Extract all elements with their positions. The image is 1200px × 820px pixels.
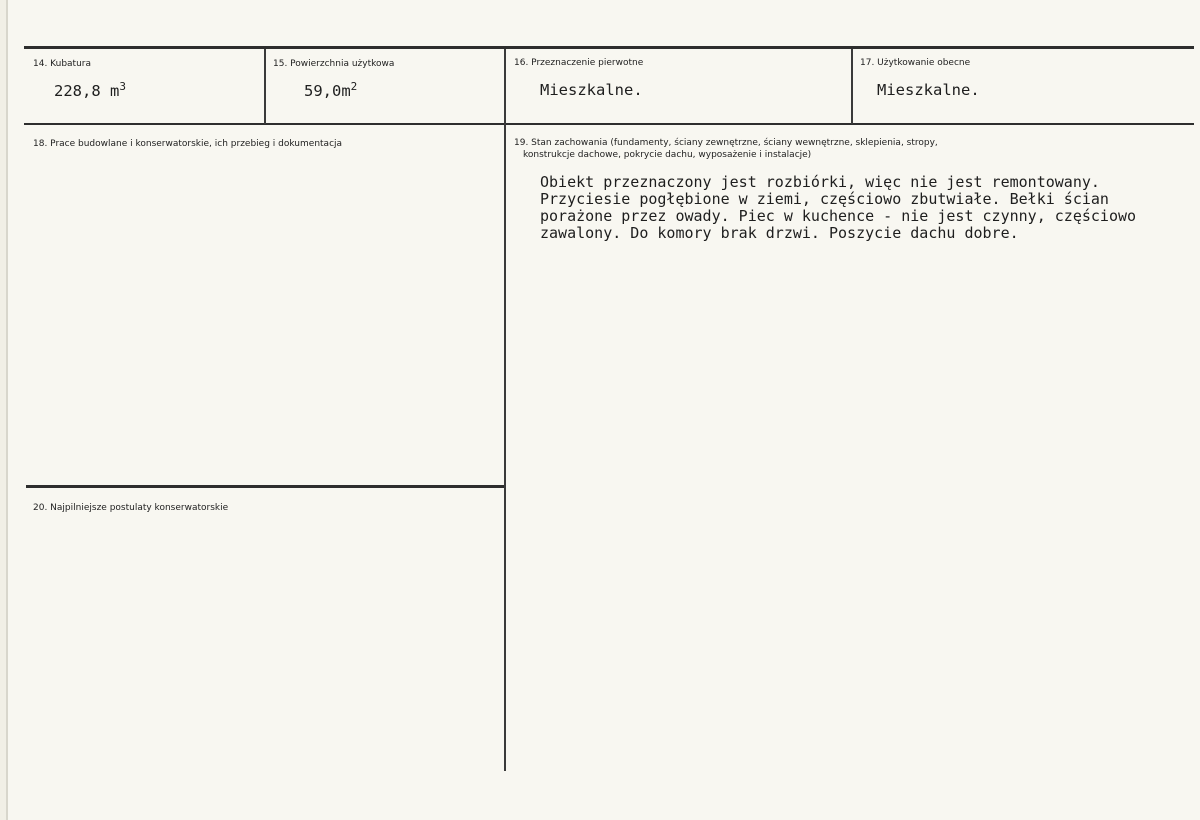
field-17-label: 17. Użytkowanie obecne [860,58,971,68]
field-16-value: Mieszkalne. [540,81,643,99]
area-value: 59,0m [304,82,351,101]
condition-line: zawalony. Do komory brak drzwi. Poszycie dachu dobre. [540,224,1019,242]
field-14-value [54,78,126,100]
field-16-label: 16. Przeznaczenie pierwotne [514,58,644,68]
condition-line: porażone przez owady. Piec w kuchence - nie jest czynny, częściowo [540,207,1137,225]
inventory-card [6,0,1200,820]
field-19-label-line2: konstrukcje dachowe, pokrycie dachu, wyposażenie i instalacje) [523,150,812,160]
condition-text [540,174,1136,242]
row-rule [24,123,1194,125]
divider-14-15 [264,49,266,124]
volume-unit-exponent: 3 [119,80,126,93]
field-14-label: 14. Kubatura [33,59,92,69]
top-rule [24,46,1194,49]
field-15-label: 15. Powierzchnia użytkowa [273,59,395,69]
condition-line: Obiekt przeznaczony jest rozbiórki, więc nie jest remontowany. [540,173,1100,191]
field-18-label: 18. Prace budowlane i konserwatorskie, ich przebieg i dokumentacja [33,139,343,149]
area-unit-exponent: 2 [350,80,358,93]
field-17-value: Mieszkalne. [877,81,980,99]
divider-16-17 [851,49,853,124]
field-15-value [304,78,357,100]
divider-15-16 [504,49,506,771]
volume-value: 228,8 m [54,82,120,101]
condition-line: Przyciesie pogłębione w ziemi, częściowo zbutwiałe. Bełki ścian [540,190,1109,208]
field-20-label: 20. Najpilniejsze postulaty konserwatorskie [33,503,229,513]
section-rule [26,485,504,488]
field-19-label-line1: 19. Stan zachowania (fundamenty, ściany zewnętrzne, ściany wewnętrzne, sklepienia, stropy, [514,138,938,148]
